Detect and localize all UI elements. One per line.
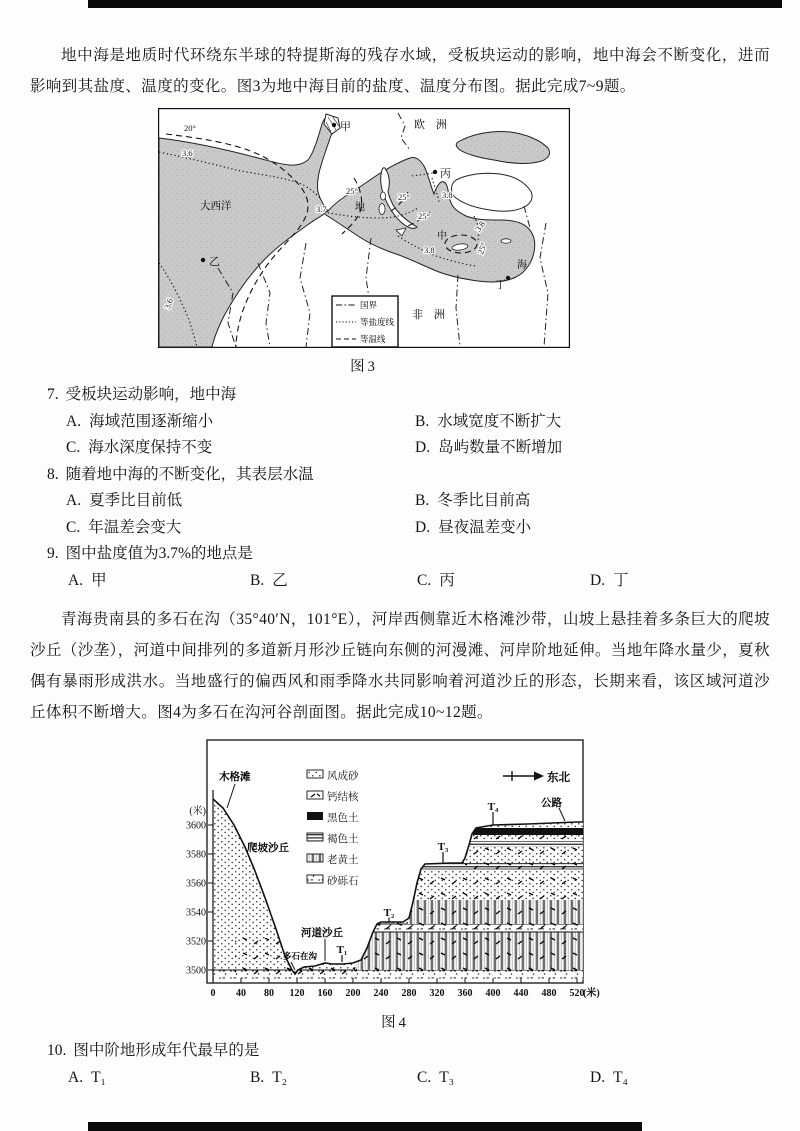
intro-paragraph-valley: 青海贵南县的多石在沟（35°40′N，101°E），河岸西侧靠近木格滩沙带，山坡上悬挂着多条巨大的爬坡沙丘（沙垄），河道中间排列的多道新月形沙丘链向东侧的河漫滩、河岸阶地延伸。当地年降水量少，夏秋偶有暴雨形成洪水。当地盛行的偏西风和雨季降水共同影响着河道沙丘的形态，长期来看，该区域河道沙丘体积不断增大。图4为多石在沟河谷剖面图。据此完成10~12题。 [30, 611, 770, 721]
q9-number: 9. [47, 545, 59, 562]
isoline-label-25b: 25° [398, 192, 410, 202]
q7-option-b: B. 水域宽度不断扩大 [415, 412, 562, 430]
point-bing-label: 丙 [440, 168, 451, 180]
q9-stem: 图中盐度值为3.7%的地点是 [65, 545, 253, 562]
y-tick-3540: 3540 [186, 907, 206, 919]
legend-label-black-soil: 黑色土 [327, 813, 359, 824]
q10-stem: 图中阶地形成年代最早的是 [73, 1042, 260, 1059]
q10-option-a: A. T₁ [68, 1068, 106, 1086]
legend-label-brown-soil: 褐色土 [327, 834, 359, 845]
q9-option-c: C. 丙 [417, 571, 455, 589]
legend-label-old-loess: 老黄土 [327, 855, 359, 866]
legend-label-calcrete: 钙结核 [327, 792, 359, 803]
point-bing-dot [433, 170, 437, 174]
europe-label: 欧 洲 [414, 119, 451, 131]
channel-dune-label: 河道沙丘 [301, 928, 343, 939]
legend-swatch-aeolian-sand [307, 770, 323, 778]
point-ding-dot [506, 276, 510, 280]
climbing-dune-label: 爬坡沙丘 [247, 843, 289, 854]
scan-artifact-bottom [88, 1122, 642, 1131]
figure4-caption: 图4 [381, 1015, 409, 1031]
scan-artifact-top [88, 0, 782, 8]
q10-number: 10. [47, 1042, 67, 1059]
q7-option-a: A. 海域范围逐渐缩小 [66, 412, 214, 430]
map-svg [158, 108, 570, 348]
point-jia-dot [332, 123, 336, 127]
y-axis-unit: (米) [189, 806, 206, 817]
y-tick-3500: 3500 [186, 965, 206, 977]
point-jia-label: 甲 [340, 121, 351, 133]
legend-border-label: 国界 [360, 300, 378, 310]
northeast-label: 东北 [547, 772, 570, 784]
x-tick-520: 520 [569, 988, 585, 999]
q8-option-c: C. 年温差会变大 [66, 518, 182, 536]
q10-option-b: B. T₂ [250, 1068, 288, 1086]
x-tick-120: 120 [289, 988, 305, 999]
x-tick-240: 240 [373, 988, 389, 999]
q9-option-b: B. 乙 [250, 571, 288, 589]
q7-option-c: C. 海水深度保持不变 [66, 439, 213, 456]
legend-isohaline-label: 等盐度线 [360, 317, 395, 327]
x-tick-280: 280 [401, 988, 417, 999]
q8-number: 8. [47, 465, 59, 483]
isoline-label-37: 3.7 [316, 204, 327, 214]
x-tick-40: 40 [236, 988, 246, 999]
gully-label: 多石在沟 [283, 951, 318, 961]
q10-option-d: D. T₄ [590, 1068, 628, 1086]
x-axis-unit: (米) [583, 988, 600, 999]
terrace-t1-label: T₁ [336, 944, 348, 956]
cyprus-island [501, 239, 511, 243]
question-9 [30, 541, 770, 594]
q8-option-a: A. 夏季比目前低 [66, 492, 183, 509]
x-tick-360: 360 [457, 988, 473, 999]
x-tick-80: 80 [264, 988, 274, 999]
legend-isotherm-label: 等温线 [360, 334, 386, 344]
terrace-t3-label: T₃ [437, 841, 449, 853]
road-label: 公路 [541, 798, 562, 809]
isoline-label-36b: 3.6 [161, 297, 175, 311]
q8-option-d: D. 昼夜温差变小 [415, 518, 532, 536]
isoline-label-38b: 3.8 [424, 245, 435, 255]
x-tick-200: 200 [345, 988, 361, 999]
legend-swatch-calcrete [307, 791, 323, 799]
x-tick-400: 400 [485, 988, 501, 999]
q7-number: 7. [47, 386, 59, 403]
q9-option-a: A. 甲 [68, 571, 107, 589]
isoline-label-38a: 3.8 [442, 190, 453, 200]
mugetan-label: 木格滩 [219, 772, 251, 783]
intro-paragraph-mediterranean: 地中海是地质时代环绕东半球的特提斯海的残存水域，受板块运动的影响，地中海会不断变化，进而影响到其盐度、温度的变化。图3为地中海目前的盐度、温度分布图。据此完成7~9题。 [30, 47, 770, 95]
layer-black-soil [473, 828, 583, 835]
figure4-valley-cross-section [185, 738, 605, 1032]
point-yi-label: 乙 [209, 256, 220, 268]
isoline-label-20: 20° [184, 123, 196, 133]
isoline-label-25d: 25° [475, 240, 489, 256]
x-tick-160: 160 [317, 988, 333, 999]
cross-section-svg [185, 738, 605, 1004]
q10-option-c: C. T₃ [417, 1068, 455, 1086]
y-tick-3580: 3580 [186, 849, 206, 861]
legend-swatch-old-loess [307, 854, 323, 862]
isoline-label-25a: 25° [346, 186, 358, 196]
point-ding-label: 丁 [495, 279, 506, 291]
x-tick-440: 440 [513, 988, 529, 999]
q8-option-b: B. 冬季比目前高 [415, 492, 531, 509]
calcrete-marks-overlay2 [465, 835, 583, 869]
isoline-label-36a: 3.6 [182, 148, 193, 158]
figure3-caption: 图3 [350, 359, 378, 375]
question-10 [30, 1038, 770, 1091]
terrace-t2-label: T₂ [383, 907, 395, 919]
q7-stem: 受板块运动影响，地中海 [65, 386, 237, 403]
isoline-label-25c: 25° [418, 211, 430, 221]
x-tick-0: 0 [210, 988, 216, 999]
figure3-mediterranean-map [158, 108, 570, 376]
question-8 [30, 462, 770, 542]
terrace-t4-label: T₄ [487, 801, 499, 813]
x-tick-480: 480 [541, 988, 557, 999]
legend-label-gravel: 砂砾石 [327, 876, 359, 887]
x-tick-320: 320 [429, 988, 445, 999]
q8-stem: 随着地中海的不断变化，其表层水温 [65, 465, 314, 483]
y-tick-3520: 3520 [186, 936, 206, 948]
isoline-label-38c: 3.8 [472, 219, 488, 234]
legend-label-aeolian-sand: 风成砂 [327, 771, 359, 782]
med-sea-char2: 中 [437, 231, 447, 242]
med-sea-char3: 海 [517, 260, 527, 271]
sardinia-island [379, 204, 385, 215]
map-legend [332, 296, 398, 347]
q9-option-d: D. 丁 [590, 571, 629, 589]
atlantic-label: 大西洋 [200, 201, 232, 212]
africa-label: 非 洲 [412, 309, 449, 321]
point-yi-dot [201, 258, 205, 262]
q7-option-d: D. 岛屿数量不断增加 [415, 439, 563, 456]
legend-swatch-gravel [307, 875, 323, 883]
med-sea-char1: 地 [355, 202, 365, 213]
y-tick-3560: 3560 [186, 878, 206, 890]
question-7 [30, 382, 770, 462]
legend-swatch-black-soil [307, 812, 323, 820]
legend-swatch-brown-soil [307, 833, 323, 841]
y-tick-3600: 3600 [186, 820, 206, 832]
corsica-island [381, 192, 386, 200]
